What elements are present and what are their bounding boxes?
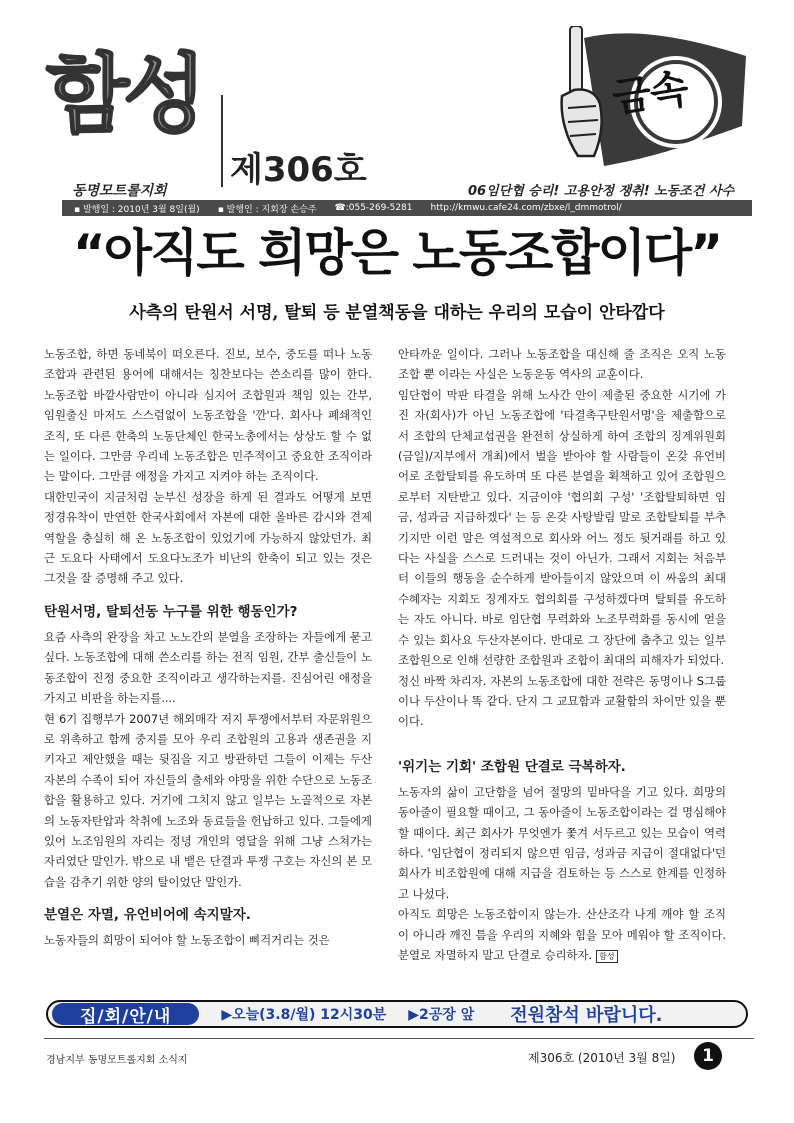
logo-divider	[221, 95, 223, 187]
article-left-column	[44, 344, 372, 951]
section-heading: 분열은 자멸, 유언비어에 속지말자.	[44, 907, 251, 924]
issue-number: 제306호	[230, 150, 367, 190]
page-number: 1	[694, 1042, 722, 1070]
subheadline: 사측의 탄원서 서명, 탈퇴 등 분열책동을 대하는 우리의 모습이 안타깝다	[129, 303, 665, 323]
phone-number: ☎:055-269-5281	[334, 203, 413, 213]
publisher: ▪ 발행인 : 지회장 손승주	[217, 204, 317, 215]
footer-issue: 제306호 (2010년 3월 8일)	[528, 1051, 676, 1065]
publish-date: ▪ 발행일 : 2010년 3월 8일(월)	[74, 204, 200, 215]
branch-name: 동명모트롤지회	[72, 183, 167, 199]
paragraph: 안타까운 일이다. 그러나 노동조합을 대신해 줄 조직은 오직 노동조합 뿐 이라는 사실은 노동운동 역사의 교훈이다.	[398, 347, 726, 382]
closing-text: 아직도 희망은 노동조합이지 않는가. 산산조각 나게 깨야 할 조직이 아니라 깨진 틈을 우리의 지혜와 힘을 모아 메워야 할 조직이다. 분열로 자멸하지 말고 단결로 승리하자.	[398, 907, 726, 962]
flag-label: 금속	[609, 65, 691, 122]
notice-closing: 전원참석 바랍니다.	[510, 1005, 663, 1026]
paragraph: 노동자의 삶이 고단함을 넘어 절망의 밑바닥을 기고 있다. 희망의 동아줄이 필요할 때이고, 그 동아줄이 노동조합이라는 걸 명심해야 할 때이다. 최근 회사가 무엇엔가 쫓겨 서두르고 있는 모습이 역력하다. '임단협이 정리되지 않으면 임금, 성과금 지급이 절대없다'던 회사가 비조합원에 대해 지급을 검토하는 등 스스로 한계를 인정하고 나섰다.	[398, 784, 726, 901]
paragraph: 노동조합, 하면 동네북이 떠오른다. 진보, 보수, 중도를 떠나 노동조합과 관련된 용어에 대해서는 칭찬보다는 쓴소리를 많이 한다. 노동조합 바깥사람만이 아니라 심지어 조합원과 책임 있는 간부, 임원출신 마저도 스스럼없이 노동조합을 '깐'다. 회사나 폐쇄적인 조직, 또 다른 한축의 노동단체인 한국노총에서는 상상도 할 수 없는 일이다. 그만큼 우리네 노동조합은 민주적이고 중요한 조직이라는 말이다. 그만큼 애정을 가지고 지켜야 하는 조직이다.	[44, 347, 372, 484]
article-right-column	[398, 344, 726, 965]
footer-publisher: 경남지부 동명모트롤지회 소식지	[46, 1055, 188, 1066]
paragraph: 노동자들의 희망이 되어야 할 노동조합이 삐걱거리는 것은	[44, 933, 330, 948]
paragraph: 요즘 사측의 완장을 차고 노노간의 분열을 조장하는 자들에게 묻고 싶다. 노동조합에 대해 쓴소리를 하는 전직 임원, 간부 출신들이 노동조합이 진정 중요한 조직이라고 생각하는지를. 진심어린 애정을 가지고 비판을 하는지를....	[44, 629, 372, 706]
paragraph: 정신 바짝 차리자. 자본의 노동조합에 대한 전략은 동명이나 S그룹이나 두산이나 똑 같다. 단지 그 교묘함과 교활함의 차이만 있을 뿐이다.	[398, 673, 726, 729]
paragraph	[398, 904, 726, 965]
paragraph: 대한민국이 지금처럼 눈부신 성장을 하게 된 결과도 어떻게 보면 정경유착이 만연한 한국사회에서 자본에 대한 올바른 감시와 견제 역할을 충실히 해 온 노동조합이 있었기에 가능하지 않았던가. 최근 도요다 사태에서 도요다노조가 비난의 한축이 되고 있는 것은 그것을 잘 증명해 주고 있다.	[44, 489, 372, 586]
paragraph: 현 6기 집행부가 2007년 해외매각 저지 투쟁에서부터 자문위원으로 위촉하고 함께 중지를 모아 우리 조합원의 고용과 생존권을 지키자고 제안했을 때는 뒷짐을 지고 방관하던 그들이 이제는 두산 자본의 수족이 되어 자신들의 출세와 야망을 위한 수단으로 노동조합을 활용하고 있다. 거기에 그치지 않고 일부는 노골적으로 자본의 노동자탄압과 착취에 노조와 동료들을 헌납하고 있다. 그들에게 있어 노조임원의 자리는 정녕 개인의 영달을 위해 그냥 스쳐가는 자리였단 말인가. 밖으로 내 뱉은 단결과 투쟁 구호는 자신의 본 모습을 감추기 위한 양의 탈이었단 말인가.	[44, 711, 372, 889]
notice-title: 집/회/안/내	[52, 1003, 199, 1025]
headline: “아직도 희망은 노동조합이다”	[72, 224, 722, 282]
notice-time: ▶오늘(3.8/월) 12시30분	[221, 1007, 387, 1023]
section-heading: 탄원서명, 탈퇴선동 누구를 위한 행동인가?	[44, 603, 298, 620]
publication-info-bar	[62, 200, 752, 216]
website-url: http://kmwu.cafe24.com/zbxe/l_dmmotrol/	[430, 203, 622, 213]
footer-divider	[44, 1038, 754, 1039]
section-heading: '위기는 기회' 조합원 단결로 극복하자.	[398, 758, 626, 775]
notice-place: ▶2공장 앞	[408, 1007, 475, 1023]
masthead	[0, 0, 794, 230]
newsletter-logo: 함성	[46, 45, 201, 145]
slogan: 06임단협 승리! 고용안정 쟁취! 노동조건 사수	[468, 184, 735, 199]
end-mark: 함성	[596, 950, 617, 963]
rally-notice-banner	[46, 1000, 748, 1028]
paragraph: 임단협이 막판 타결을 위해 노사간 안이 제출된 중요한 시기에 가진 자(회사)가 아닌 노동조합에 '타결촉구탄원서명'을 제출함으로서 조합의 단체교섭권을 완전히 상실하게 하여 조합의 징계위원회(금일)/지부에서 개최)에서 벌을 받아야 할 사람들이 온갖 유언비어로 조합탈퇴를 유도하며 또 다른 분열을 획책하고 있어 조합원으로부터 지탄받고 있다. 지금이야 '협의회 구성' '조합탈퇴하면 임금, 성과금 지급하겠다' 는 등 온갖 사탕발림 말로 조합탈퇴를 부추기지만 이런 말은 역설적으로 회사와 어느 정도 뒷거래를 하고 있다는 사실을 스스로 드러내는 것이 아닌가. 그래서 지회는 처음부터 이들의 행동을 순수하게 받아들이지 않았으며 이 싸움의 최대 수혜자는 지회도 징계자도 협의회를 구성하겠다며 탈퇴를 유도하는 자도 아니다. 바로 임단협 무력화와 노조무력화를 동시에 얻을 수 있는 회사요 두산자본이다. 반대로 그 장단에 춤추고 있는 일부 조합원으로 인해 선량한 조합원과 조합이 최대의 피해자가 되었다.	[398, 387, 726, 668]
